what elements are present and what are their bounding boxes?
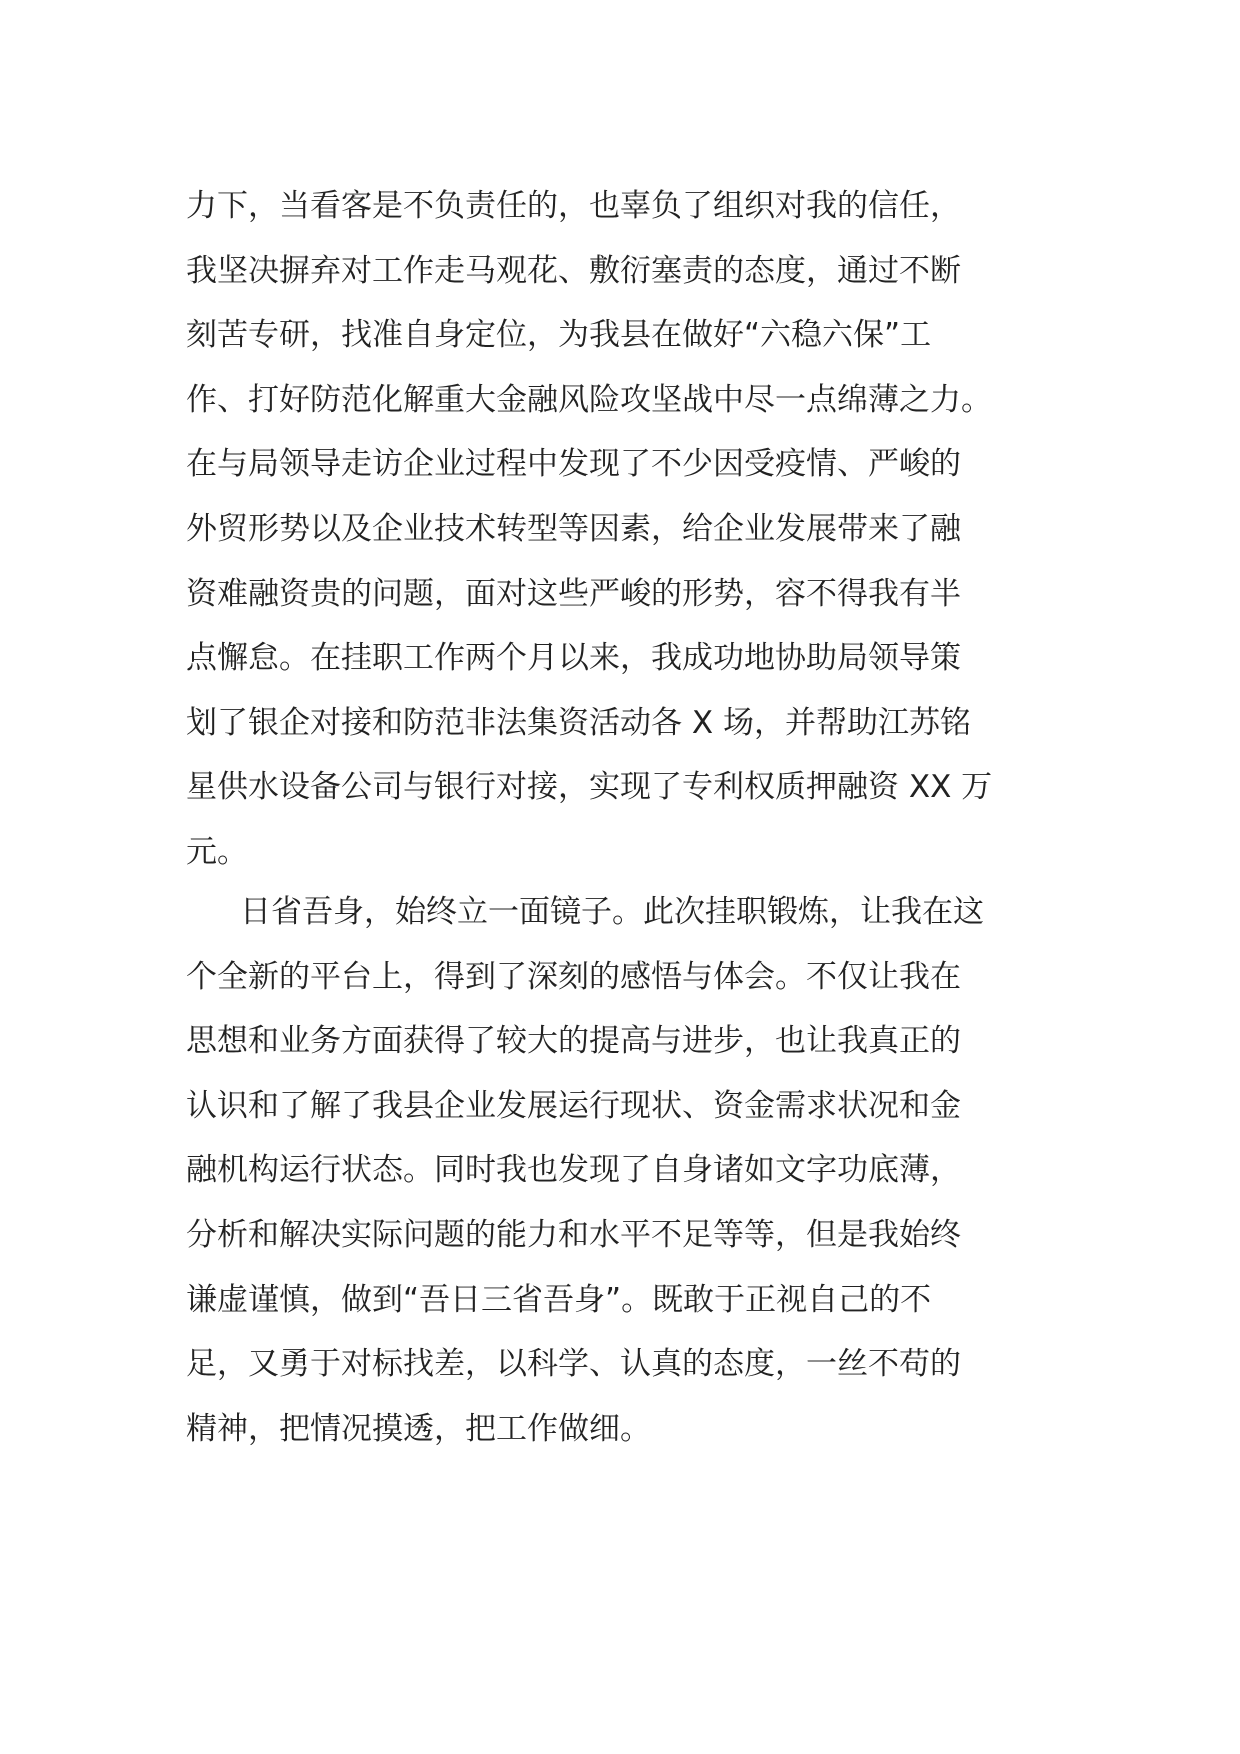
paragraph-line: 思想和业务方面获得了较大的提高与进步，也让我真正的: [186, 1023, 961, 1060]
paragraph-line: 刻苦专研，找准自身定位，为我县在做好“六稳六保”工: [186, 317, 932, 354]
paragraph-line: 我坚决摒弃对工作走马观花、敷衍塞责的态度，通过不断: [186, 252, 961, 289]
paragraph-line: 融机构运行状态。同时我也发现了自身诸如文字功底薄，: [186, 1152, 961, 1189]
paragraph-1: [186, 174, 1066, 885]
paragraph-line: 元。: [186, 833, 248, 870]
paragraph-line: 分析和解决实际问题的能力和水平不足等等，但是我始终: [186, 1216, 961, 1253]
paragraph-line: 划了银企对接和防范非法集资活动各 X 场，并帮助江苏铭: [186, 704, 971, 741]
paragraph-line: 力下，当看客是不负责任的，也辜负了组织对我的信任，: [186, 188, 961, 224]
paragraph-line: 认识和了解了我县企业发展运行现状、资金需求状况和金: [186, 1087, 961, 1124]
paragraph-line: 精神，把情况摸透，把工作做细。: [186, 1410, 651, 1447]
paragraph-line: 点懈怠。在挂职工作两个月以来，我成功地协助局领导策: [186, 640, 961, 677]
paragraph-line: 日省吾身，始终立一面镜子。此次挂职锻炼，让我在这: [240, 894, 984, 930]
paragraph-line: 在与局领导走访企业过程中发现了不少因受疫情、严峻的: [186, 446, 961, 483]
paragraph-line: 个全新的平台上，得到了深刻的感悟与体会。不仅让我在: [186, 958, 961, 995]
paragraph-line: 足，又勇于对标找差，以科学、认真的态度，一丝不苟的: [186, 1346, 961, 1383]
paragraph-line: 作、打好防范化解重大金融风险攻坚战中尽一点绵薄之力。: [186, 381, 992, 418]
paragraph-line: 谦虚谨慎，做到“吾日三省吾身”。既敢于正视自己的不: [186, 1281, 932, 1318]
paragraph-line: 外贸形势以及企业技术转型等因素，给企业发展带来了融: [186, 510, 961, 547]
paragraph-line: 资难融资贵的问题，面对这些严峻的形势，容不得我有半: [186, 575, 961, 612]
paragraph-2: [186, 880, 1066, 1461]
paragraph-line: 星供水设备公司与银行对接，实现了专利权质押融资 XX 万: [186, 769, 993, 806]
